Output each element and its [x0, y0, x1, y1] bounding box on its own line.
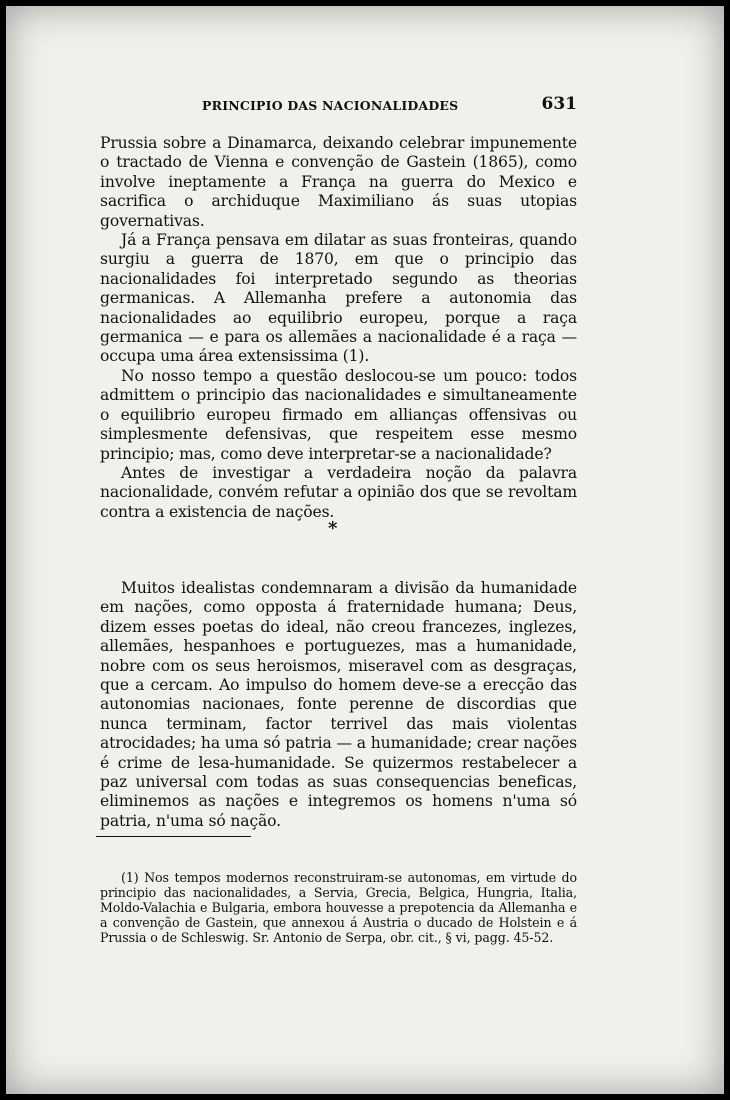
- main-text: [100, 134, 577, 522]
- paragraph: Muitos idealistas condemnaram a divisão da humanidade em nações, como opposta á fraternidade humana; Deus, dizem esses poetas do ideal, não creou francezes, inglezes, allemães, hespanhoes e portuguezes, mas a humanidade, nobre com os seus heroismos, miseravel com as desgraças, que a cercam. Ao impulso do homem deve-se a erecção das autonomias nacionaes, fonte perenne de discordias que nunca terminam, factor terrivel das mais violentas atrocidades; ha uma só patria — a humanidade; crear nações é crime de lesa-humanidade. Se quizermos restabelecer a paz universal com todas as suas consequencias beneficas, eliminemos as nações e integremos os homens n'uma só patria, n'uma só nação.: [100, 579, 577, 830]
- footnote-rule: [96, 836, 251, 837]
- section-separator: *: [328, 518, 338, 539]
- section-two-text: [100, 579, 577, 831]
- paragraph: No nosso tempo a questão deslocou-se um pouco: todos admittem o principio das nacionalidades e simultaneamente o equilibrio europeu firmado em allianças offensivas ou simplesmente defensivas, que respeitem esse mesmo principio; mas, como deve interpretar-se a nacionalidade?: [100, 366, 577, 463]
- footnote-text: (1) Nos tempos modernos reconstruiram-se autonomas, em virtude do principio das nacionalidades, a Servia, Grecia, Belgica, Hungria, Italia, Moldo-Valachia e Bulgaria, embora houvesse a prepotencia da Allemanha e a convenção de Gastein, que annexou á Austria o ducado de Holstein e á Prussia o de Schleswig. Sr. Antonio de Serpa, obr. cit., § vi, pagg. 45-52.: [100, 870, 577, 945]
- page-number: 631: [541, 94, 577, 114]
- paragraph: Antes de investigar a verdadeira noção da palavra nacionalidade, convém refutar a opinião dos que se revoltam contra a existencia de nações.: [100, 463, 577, 521]
- footnote: [100, 870, 577, 945]
- page-header: [202, 94, 577, 118]
- paragraph: Prussia sobre a Dinamarca, deixando celebrar impunemente o tractado de Vienna e convenção de Gastein (1865), como involve ineptamente a França na guerra do Mexico e sacrifica o archiduque Maximiliano ás suas utopias governativas.: [100, 134, 577, 230]
- running-title: PRINCIPIO DAS NACIONALIDADES: [202, 98, 459, 113]
- paragraph: Já a França pensava em dilatar as suas fronteiras, quando surgiu a guerra de 1870, em que o principio das nacionalidades foi interpretado segundo as theorias germanicas. A Allemanha prefere a autonomia das nacionalidades ao equilibrio europeu, porque a raça germanica — e para os allemães a nacionalidade é a raça — occupa uma área extensissima (1).: [100, 231, 577, 366]
- book-page: [6, 6, 724, 1094]
